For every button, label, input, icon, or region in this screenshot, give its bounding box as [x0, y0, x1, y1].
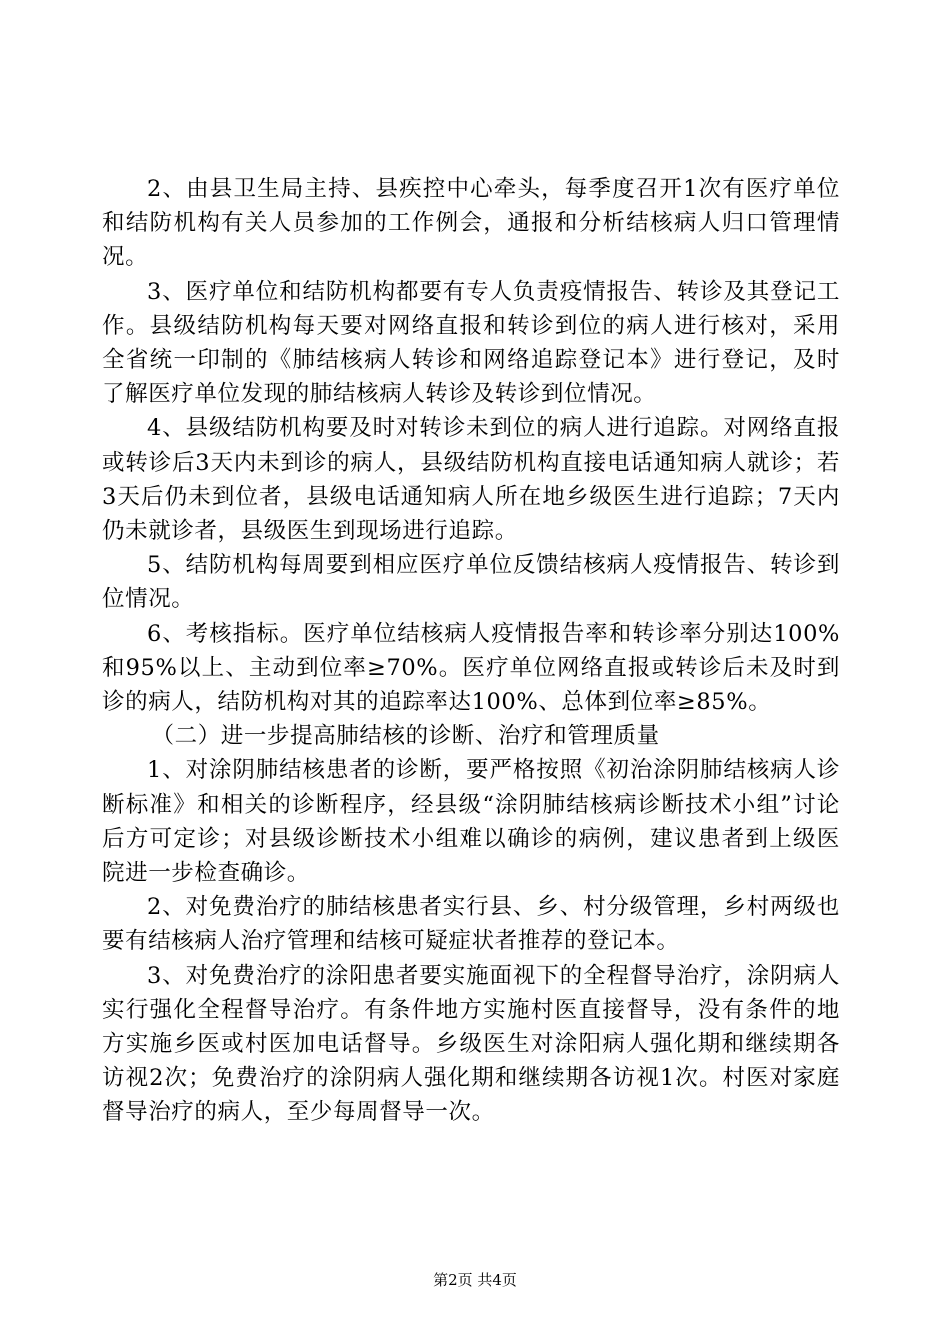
- document-body: [102, 172, 840, 1130]
- paragraph-weekly-feedback: 5、结防机构每周要到相应医疗单位反馈结核病人疫情报告、转诊到位情况。: [102, 552, 840, 613]
- paragraph-diagnosis: 1、对涂阴肺结核患者的诊断，要严格按照《初治涂阴肺结核病人诊断标准》和相关的诊断程序，经县级“涂阴肺结核病诊断技术小组”讨论后方可定诊；对县级诊断技术小组难以确诊的病例，建议患者到上级医院进一步检查确诊。: [102, 757, 840, 887]
- paragraph-tracking: 4、县级结防机构要及时对转诊未到位的病人进行追踪。对网络直报或转诊后3天内未到诊的病人，县级结防机构直接电话通知病人就诊；若3天后仍未到位者，县级电话通知病人所在地乡级医生进行追踪；7天内仍未就诊者，县级医生到现场进行追踪。: [102, 415, 840, 545]
- page-footer: 第2页 共4页: [433, 1271, 517, 1289]
- section-heading-quality: （二）进一步提高肺结核的诊断、治疗和管理质量: [151, 723, 660, 750]
- paragraph-assessment-indicators: 6、考核指标。医疗单位结核病人疫情报告率和转诊率分别达100%和95%以上、主动到位率≥70%。医疗单位网络直报或转诊后未及时到诊的病人，结防机构对其的追踪率达100%、总体到位率≥85%。: [102, 620, 840, 716]
- paragraph-reporting-registration: 3、医疗单位和结防机构都要有专人负责疫情报告、转诊及其登记工作。县级结防机构每天要对网络直报和转诊到位的病人进行核对，采用全省统一印制的《肺结核病人转诊和网络追踪登记本》进行登记，及时了解医疗单位发现的肺结核病人转诊及转诊到位情况。: [102, 278, 840, 408]
- paragraph-supervised-treatment: 3、对免费治疗的涂阳患者要实施面视下的全程督导治疗，涂阴病人实行强化全程督导治疗。有条件地方实施村医直接督导，没有条件的地方实施乡医或村医加电话督导。乡级医生对涂阳病人强化期和继续期各访视2次；免费治疗的涂阴病人强化期和继续期各访视1次。村医对家庭督导治疗的病人，至少每周督导一次。: [102, 962, 840, 1126]
- paragraph-tiered-management: 2、对免费治疗的肺结核患者实行县、乡、村分级管理，乡村两级也要有结核病人治疗管理和结核可疑症状者推荐的登记本。: [102, 894, 840, 955]
- paragraph-regular-meeting: 2、由县卫生局主持、县疾控中心牵头，每季度召开1次有医疗单位和结防机构有关人员参加的工作例会，通报和分析结核病人归口管理情况。: [102, 176, 840, 271]
